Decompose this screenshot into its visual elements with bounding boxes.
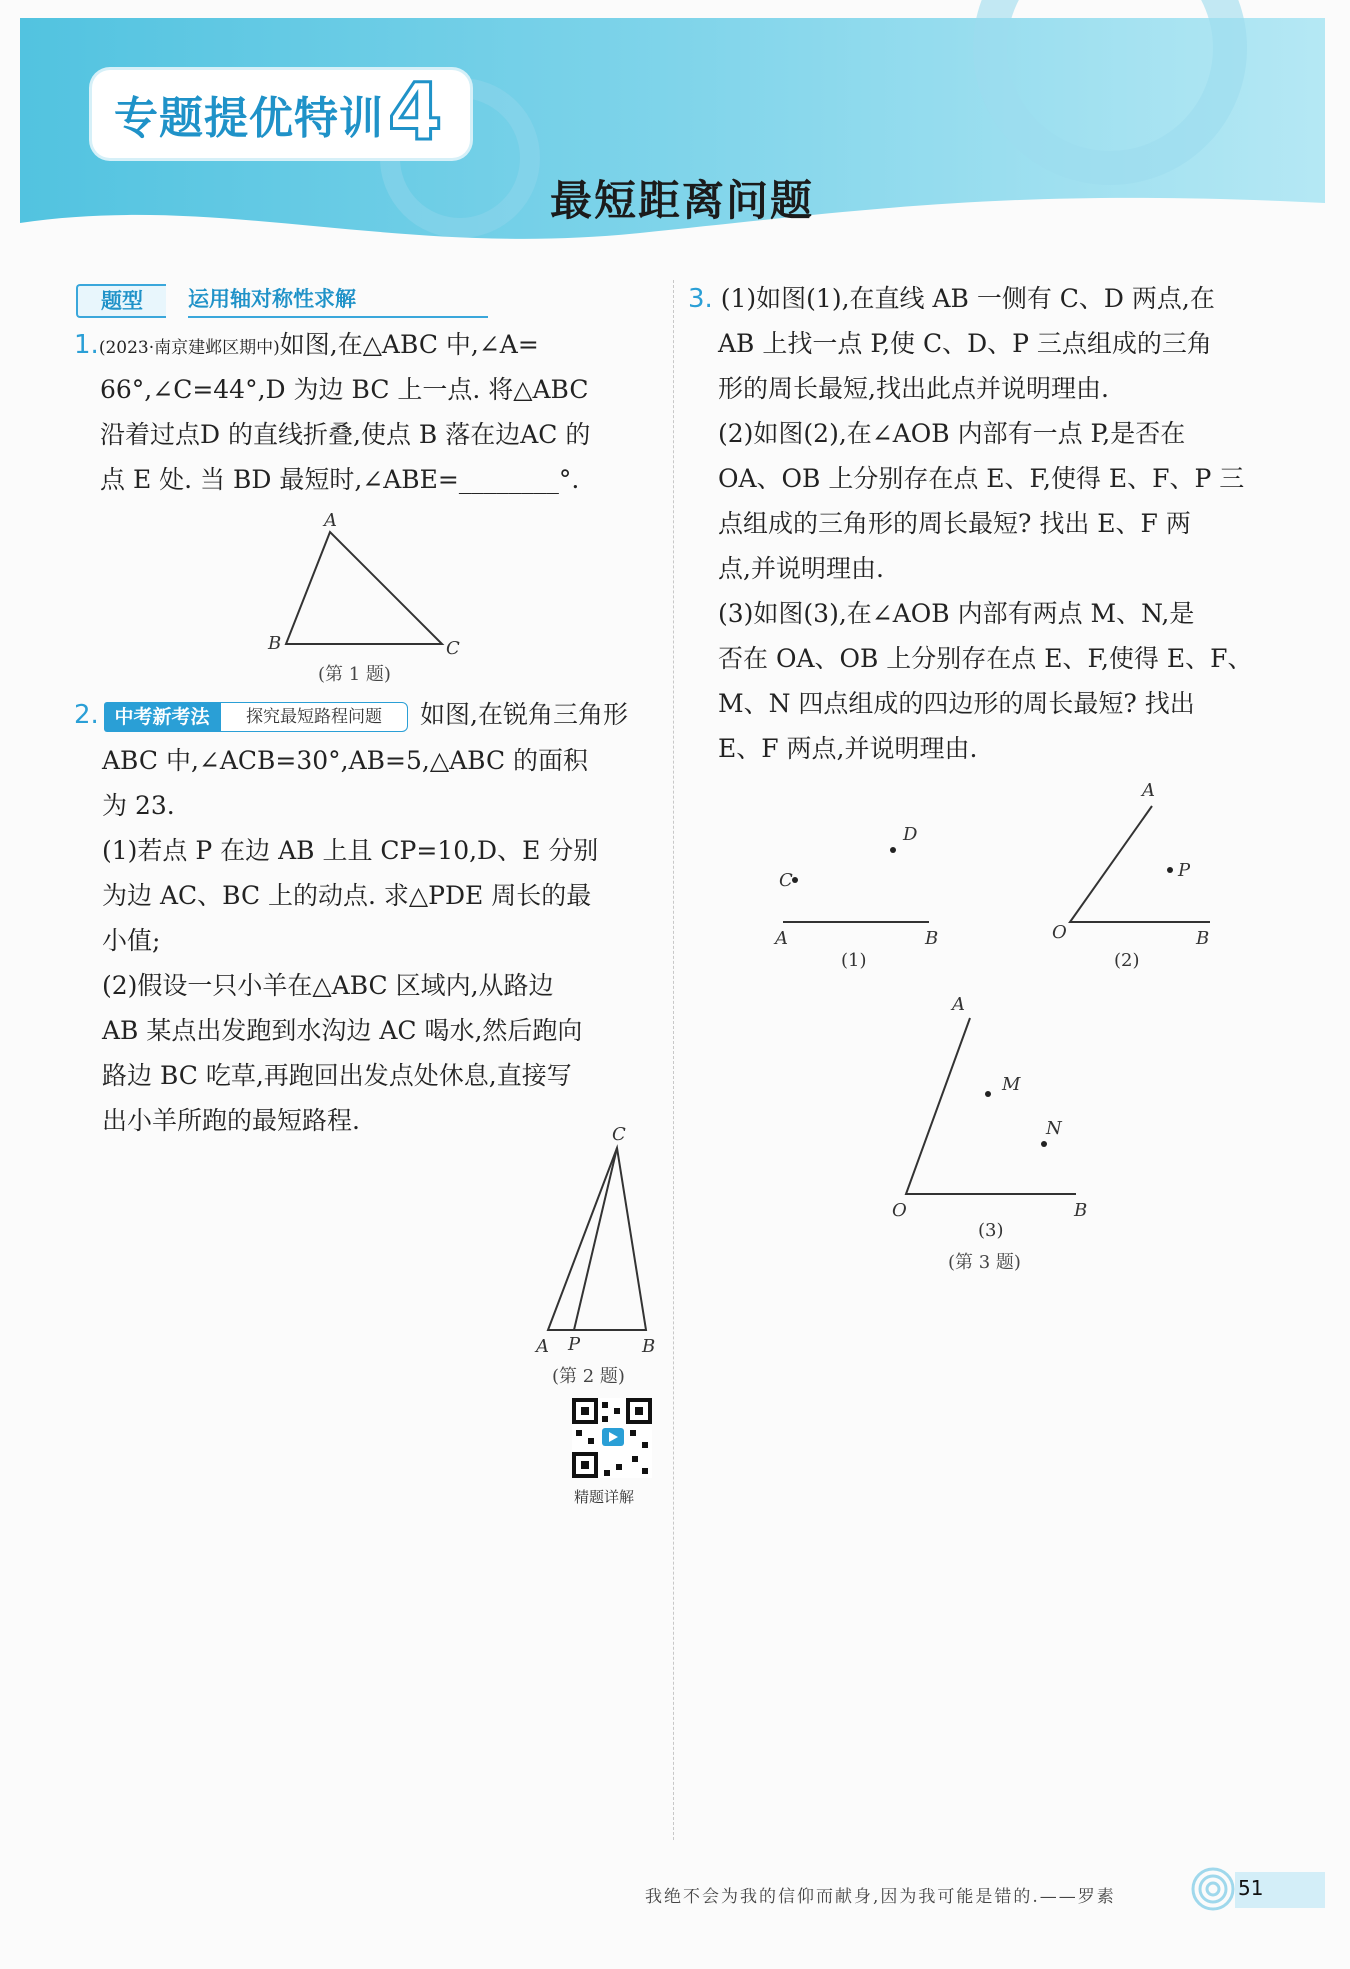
q3-figure-1 [765,810,965,980]
q3f3-caption: (3) [978,1220,1004,1241]
q3f2-label-a: A [1142,780,1155,801]
q1-number: 1. [74,330,99,360]
q2-line6: 小值; [102,926,161,955]
q3f1-label-c: C [779,870,793,891]
q3f3-label-a: A [952,994,965,1015]
q1-triangle [286,532,442,644]
q2-label-c: C [612,1124,626,1145]
q2-line2: ABC 中,∠ACB=30°,AB=5,△ABC 的面积 [102,746,589,775]
header-banner [20,18,1325,268]
q2-line7: (2)假设一只小羊在△ABC 区域内,从路边 [102,971,554,1000]
series-label: 专题提优特训 [114,93,384,144]
series-badge [92,70,470,158]
q3-line6: 点组成的三角形的周长最短? 找出 E、F 两 [718,509,1191,538]
q3-number: 3. [688,284,713,314]
q3f3-label-n: N [1046,1118,1062,1139]
q3f1-label-b: B [925,928,939,949]
q2-number: 2. [74,700,99,730]
q3-figure-2 [1040,776,1240,976]
q2-badge-topic: 探究最短路程问题 [220,702,408,732]
series-number: 4 [388,68,443,158]
q3-figure-3 [880,990,1100,1240]
q3-line4: (2)如图(2),在∠AOB 内部有一点 P,是否在 [718,419,1186,448]
q3-line3: 形的周长最短,找出此点并说明理由. [718,374,1109,403]
q3-line11: E、F 两点,并说明理由. [718,734,978,763]
q1-figure [260,508,480,659]
q3f2-label-o: O [1052,922,1067,943]
q3f1-point-c [792,877,798,883]
q1-line4: 点 E 处. 当 BD 最短时,∠ABE=________°. [100,465,580,494]
type-tag-text: 运用轴对称性求解 [188,284,488,318]
q1-source: (2023·南京建邺区期中) [98,338,280,358]
q3-line1: 3. (1)如图(1),在直线 AB 一侧有 C、D 两点,在 [688,284,1215,314]
q3f3-point-n [1041,1141,1047,1147]
q1-text-1: 如图,在△ABC 中,∠A= [279,330,539,359]
q3-line9: 否在 OA、OB 上分别存在点 E、F,使得 E、F、 [718,644,1253,673]
q2-segment-cp [574,1148,617,1330]
q1-label-b: B [268,633,282,654]
q3f1-label-a: A [775,928,788,949]
q1-line2: 66°,∠C=44°,D 为边 BC 上一点. 将△ABC [100,375,589,404]
q3-line2: AB 上找一点 P,使 C、D、P 三点组成的三角 [718,329,1212,358]
page-number: 51 [1238,1876,1264,1900]
q1-line3: 沿着过点D 的直线折叠,使点 B 落在边AC 的 [100,420,591,449]
q3-line5: OA、OB 上分别存在点 E、F,使得 E、F、P 三 [718,464,1245,493]
q2-badge-label: 中考新考法 [104,702,220,732]
q2-line9: 路边 BC 吃草,再跑回出发点处休息,直接写 [102,1061,572,1090]
q3f1-point-d [890,847,896,853]
q3-caption: (第 3 题) [948,1252,1021,1273]
q3f3-label-o: O [892,1200,907,1221]
q2-line10: 出小羊所跑的最短路程. [102,1106,360,1135]
q3f2-label-b: B [1196,928,1210,949]
q3f2-label-p: P [1178,860,1191,881]
q3f1-label-d: D [903,824,918,845]
q2-label-b: B [642,1336,656,1357]
qr-code-icon[interactable] [572,1398,652,1478]
q1-line1 [74,322,539,371]
q3f1-caption: (1) [841,950,867,971]
q3f3-label-m: M [1002,1074,1021,1095]
q3f2-caption: (2) [1114,950,1140,971]
q1-label-a: A [324,510,337,531]
q1-caption: (第 1 题) [318,664,391,685]
q2-line8: AB 某点出发跑到水沟边 AC 喝水,然后跑向 [102,1016,583,1045]
q3f2-point-p [1167,867,1173,873]
q3-line7: 点,并说明理由. [718,554,884,583]
q2-label-a: A [536,1336,549,1357]
qr-label: 精题详解 [574,1488,635,1506]
footer-quote: 我绝不会为我的信仰而献身,因为我可能是错的.——罗素 [645,1887,1116,1907]
q3f3-label-b: B [1074,1200,1088,1221]
q3-line10: M、N 四点组成的四边形的周长最短? 找出 [718,689,1195,718]
q3f3-point-m [985,1091,991,1097]
q3f3-angle-aob [906,1018,1076,1194]
q1-label-c: C [446,638,460,659]
page-swirl-icon [1190,1864,1236,1914]
q2-caption: (第 2 题) [552,1366,625,1387]
column-divider [673,280,674,1840]
type-tag-label: 题型 [76,284,166,318]
q3-line8: (3)如图(3),在∠AOB 内部有两点 M、N,是 [718,599,1195,628]
q2-label-p: P [568,1334,581,1355]
page-title: 最短距离问题 [550,176,815,225]
q2-triangle [548,1148,646,1330]
q2-line4: (1)若点 P 在边 AB 上且 CP=10,D、E 分别 [102,836,599,865]
q2-line1: 如图,在锐角三角形 [420,700,628,729]
q2-line3: 为 23. [102,791,175,820]
q2-figure [520,1118,670,1358]
q2-line5: 为边 AC、BC 上的动点. 求△PDE 周长的最 [102,881,592,910]
